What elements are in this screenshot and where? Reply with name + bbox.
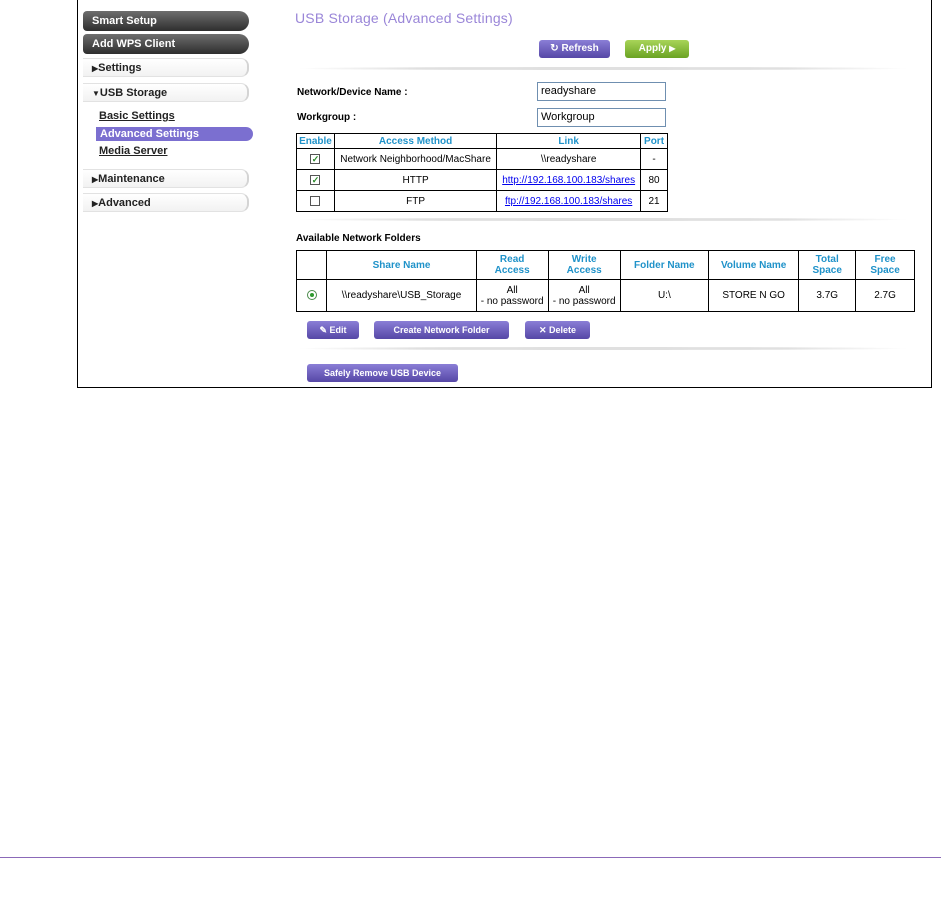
- access-method-table: [296, 133, 668, 212]
- delete-button[interactable]: [525, 321, 590, 339]
- page-footer-rule: [0, 857, 941, 858]
- apply-button[interactable]: [625, 40, 689, 58]
- sidebar-item-maintenance[interactable]: [83, 169, 249, 188]
- enable-checkbox[interactable]: ✓: [311, 174, 320, 185]
- col-header-read-access: Read Access: [476, 251, 548, 280]
- sidebar-item-label: Settings: [98, 62, 142, 74]
- col-header-enable: Enable: [297, 134, 335, 149]
- router-admin-panel: [77, 0, 932, 388]
- access-method: HTTP: [334, 170, 496, 191]
- access-method: Network Neighborhood/MacShare: [334, 149, 496, 170]
- col-header-share-name: Share Name: [327, 251, 476, 280]
- close-icon: ✕: [538, 325, 547, 335]
- triangle-down-icon: ▼: [92, 89, 100, 98]
- http-link[interactable]: http://192.168.100.183/shares: [502, 174, 636, 186]
- refresh-label: Refresh: [561, 43, 599, 54]
- sidebar-smart-setup[interactable]: Smart Setup: [83, 11, 249, 31]
- sidebar-item-usb-storage[interactable]: [83, 83, 249, 102]
- triangle-right-icon: ▶: [92, 199, 99, 208]
- access-method: FTP: [334, 191, 496, 212]
- table-row: [297, 280, 915, 312]
- col-header-volume-name: Volume Name: [708, 251, 798, 280]
- sidebar-item-settings[interactable]: [83, 58, 249, 77]
- col-header-folder-name: Folder Name: [620, 251, 708, 280]
- link-text: \\readyshare: [497, 149, 641, 170]
- table-row: [297, 170, 668, 191]
- port: 21: [641, 191, 668, 212]
- apply-label: Apply: [638, 43, 667, 54]
- volume-name: STORE N GO: [708, 280, 798, 312]
- sidebar-item-label: Maintenance: [98, 173, 165, 185]
- workgroup-input[interactable]: Workgroup: [537, 108, 666, 127]
- port: 80: [641, 170, 668, 191]
- delete-label: Delete: [549, 325, 577, 335]
- edit-label: Edit: [329, 325, 347, 335]
- divider: [295, 218, 910, 221]
- triangle-right-icon: ▶: [92, 64, 99, 73]
- col-header-free-space: Free Space: [856, 251, 915, 280]
- col-header-write-access: Write Access: [548, 251, 620, 280]
- edit-button[interactable]: [307, 321, 359, 339]
- enable-checkbox[interactable]: ✓: [311, 153, 320, 164]
- play-arrow-icon: ▶: [669, 44, 676, 53]
- sidebar-subitem-advanced-settings[interactable]: Advanced Settings: [96, 127, 253, 141]
- device-name-label: Network/Device Name :: [297, 87, 408, 98]
- enable-checkbox[interactable]: [310, 196, 320, 206]
- triangle-right-icon: ▶: [92, 175, 99, 184]
- write-access: All - no password: [548, 280, 620, 312]
- sidebar-item-advanced[interactable]: [83, 193, 249, 212]
- pencil-icon: ✎: [319, 325, 328, 335]
- read-access: All - no password: [476, 280, 548, 312]
- divider: [295, 67, 910, 70]
- col-header-total-space: Total Space: [799, 251, 856, 280]
- sidebar-subitem-basic-settings[interactable]: Basic Settings: [99, 110, 175, 122]
- page-title: USB Storage (Advanced Settings): [295, 10, 513, 26]
- share-name: \\readyshare\USB_Storage: [327, 280, 476, 312]
- folder-name: U:\: [620, 280, 708, 312]
- col-header-access-method: Access Method: [334, 134, 496, 149]
- ftp-link[interactable]: ftp://192.168.100.183/shares: [504, 195, 633, 207]
- sidebar-add-wps-client[interactable]: Add WPS Client: [83, 34, 249, 54]
- table-row: [297, 149, 668, 170]
- folder-select-radio[interactable]: [307, 290, 317, 300]
- sidebar-item-label: Advanced: [98, 197, 151, 209]
- col-header-link: Link: [497, 134, 641, 149]
- network-folders-table: [296, 250, 915, 312]
- refresh-icon: ↻: [550, 43, 559, 54]
- refresh-button[interactable]: [539, 40, 610, 58]
- device-name-input[interactable]: readyshare: [537, 82, 666, 101]
- safely-remove-usb-button[interactable]: Safely Remove USB Device: [307, 364, 458, 382]
- table-row: [297, 191, 668, 212]
- workgroup-label: Workgroup :: [297, 112, 357, 123]
- col-header-port: Port: [641, 134, 668, 149]
- sidebar-subitem-media-server[interactable]: Media Server: [99, 145, 168, 157]
- port: -: [641, 149, 668, 170]
- divider: [295, 347, 910, 350]
- total-space: 3.7G: [799, 280, 856, 312]
- free-space: 2.7G: [856, 280, 915, 312]
- sidebar-item-label: USB Storage: [99, 87, 168, 99]
- create-network-folder-button[interactable]: Create Network Folder: [374, 321, 509, 339]
- folders-section-title: Available Network Folders: [296, 233, 421, 244]
